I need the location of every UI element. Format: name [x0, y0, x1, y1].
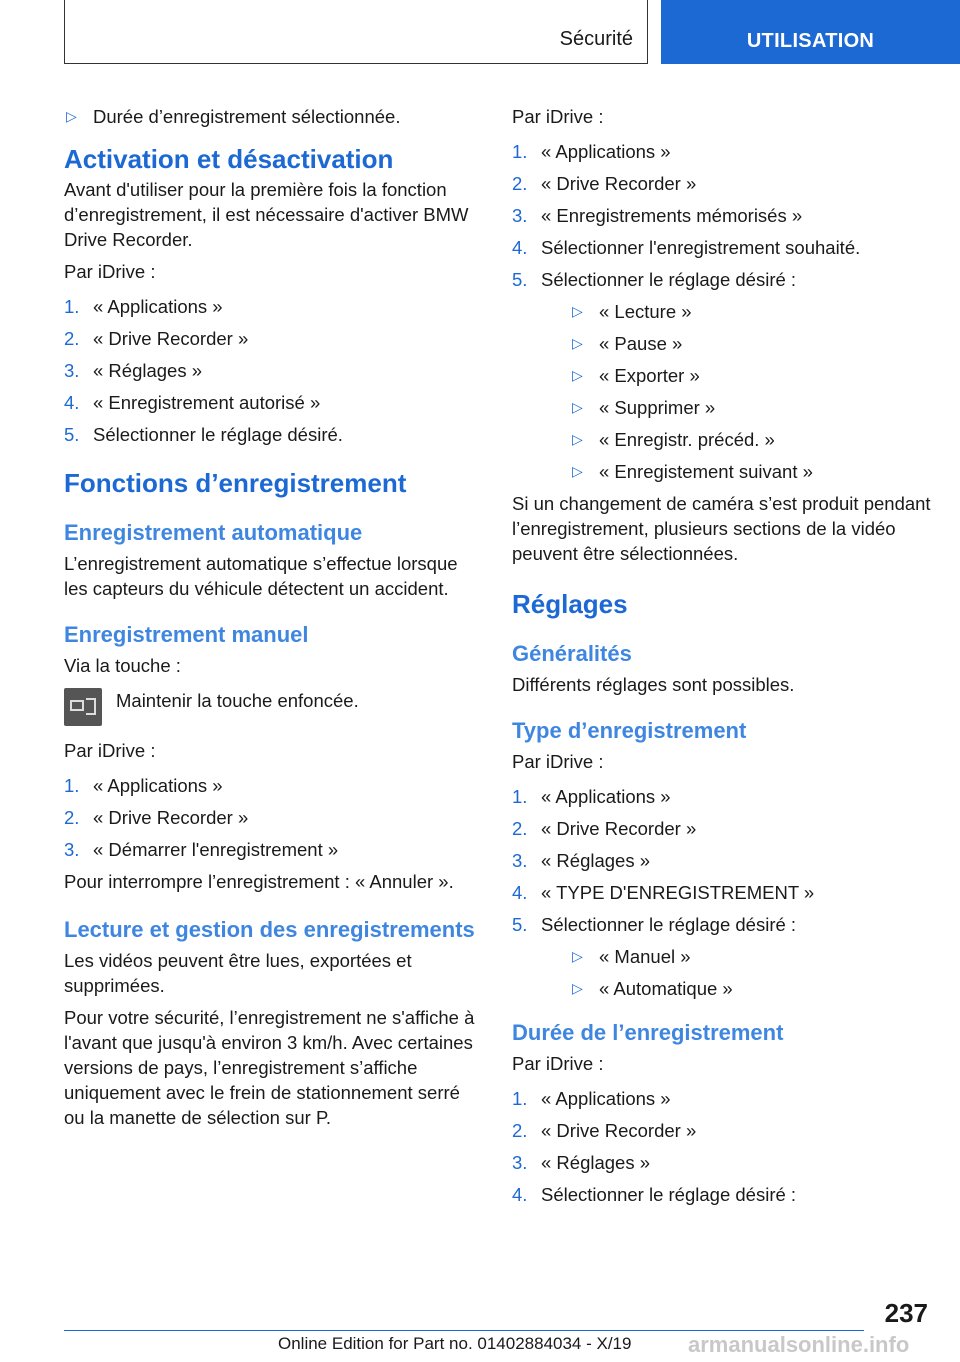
list-item: ▷ « Lecture »: [572, 301, 692, 322]
list-item: ▷ « Pause »: [572, 333, 683, 354]
heading-fonctions: Fonctions d’enregistrement: [64, 468, 407, 498]
list-item: 2. « Drive Recorder »: [512, 173, 697, 194]
list-item: 5. Sélectionner le réglage désiré : ▷ « Manuel » ▷ « Automatique »: [512, 912, 932, 1001]
steps-manuel: [64, 773, 484, 862]
heading-auto: Enregistrement automatique: [64, 520, 363, 545]
steps-type: [512, 784, 932, 1001]
triangle-bullet-icon: ▷: [572, 463, 583, 479]
via-idrive-label: Par iDrive :: [512, 1053, 604, 1074]
list-item: 4. « TYPE D'ENREGISTREMENT »: [512, 882, 815, 903]
triangle-bullet-icon: ▷: [572, 335, 583, 351]
top-bullet-list: [64, 104, 484, 129]
triangle-bullet-icon: ▷: [572, 948, 583, 964]
section-header-box: [64, 0, 648, 64]
left-column: [64, 100, 484, 1130]
list-item: 2. « Drive Recorder »: [64, 328, 249, 349]
list-item: ▷ « Exporter »: [572, 365, 700, 386]
heading-manuel: Enregistrement manuel: [64, 622, 309, 647]
triangle-bullet-icon: ▷: [572, 431, 583, 447]
drive-recorder-button-icon: [64, 688, 102, 726]
list-item: 1. « Applications »: [512, 786, 671, 807]
triangle-bullet-icon: ▷: [572, 980, 583, 996]
activation-text: Avant d'utiliser pour la première fois la fonction d’enregistrement, il est nécessaire d'activer BMW Drive Recorder.: [64, 179, 469, 250]
list-item: 3. « Réglages »: [512, 850, 651, 871]
triangle-bullet-icon: ▷: [572, 399, 583, 415]
list-item: 5. Sélectionner le réglage désiré : ▷ « Lecture » ▷ « Pause » ▷ « Exporter » ▷ « Supprimer » ▷ « Enregistr. précéd. » ▷ « Enregistement suivant »: [512, 267, 932, 484]
list-item: 1. « Applications »: [512, 141, 671, 162]
steps-lecture: [512, 139, 932, 484]
heading-activation: Activation et désactivation: [64, 144, 394, 174]
interrupt-text: Pour interrompre l’enregistrement : « Annuler ».: [64, 871, 454, 892]
via-idrive-label: Par iDrive :: [64, 740, 156, 761]
list-item: 2. « Drive Recorder »: [512, 1120, 697, 1141]
safety-text: Pour votre sécurité, l’enregistrement ne s'affiche à l'avant que jusqu'à environ 3 km/h. Avec certaines versions de pays, l’enregistrement s’affiche uniquement avec le frein de stationnement serré ou la manette de sélection sur P.: [64, 1007, 475, 1128]
list-item: 4. Sélectionner l'enregistrement souhaité.: [512, 237, 861, 258]
page-header: [0, 0, 960, 66]
list-item: 4. « Enregistrement autorisé »: [64, 392, 321, 413]
generalites-text: Différents réglages sont possibles.: [512, 674, 795, 695]
heading-type: Type d’enregistrement: [512, 718, 747, 743]
triangle-bullet-icon: ▷: [572, 303, 583, 319]
options-type: [570, 944, 932, 1001]
section-title: Sécurité: [559, 28, 633, 50]
heading-lecture: Lecture et gestion des enregistrements: [64, 917, 475, 942]
list-item: 1. « Applications »: [64, 775, 223, 796]
key-text: Maintenir la touche enfoncée.: [116, 690, 359, 711]
via-idrive-label: Par iDrive :: [512, 751, 604, 772]
list-item: 1. « Applications »: [512, 1088, 671, 1109]
camera-text: Si un changement de caméra s’est produit pendant l’enregistrement, plusieurs sections de la vidéo peuvent être sélectionnées.: [512, 493, 931, 564]
list-item: ▷ « Enregistr. précéd. »: [572, 429, 775, 450]
heading-generalites: Généralités: [512, 641, 632, 666]
list-item: 3. « Démarrer l'enregistrement »: [64, 839, 339, 860]
list-item: ▷ Durée d’enregistrement sélectionnée.: [66, 106, 401, 127]
list-item: 2. « Drive Recorder »: [64, 807, 249, 828]
list-item: 2. « Drive Recorder »: [512, 818, 697, 839]
list-item: 3. « Réglages »: [64, 360, 203, 381]
list-item: ▷ « Manuel »: [572, 946, 691, 967]
via-idrive-label: Par iDrive :: [64, 261, 156, 282]
list-item: 3. « Enregistrements mémorisés »: [512, 205, 803, 226]
heading-duree: Durée de l’enregistrement: [512, 1020, 784, 1045]
heading-reglages: Réglages: [512, 589, 628, 619]
triangle-bullet-icon: ▷: [572, 367, 583, 383]
page-number: 237: [884, 1298, 928, 1328]
chapter-tab: UTILISATION: [661, 0, 960, 64]
list-item: 5. Sélectionner le réglage désiré.: [64, 424, 343, 445]
footer-divider: [64, 1330, 864, 1331]
footer-edition: Online Edition for Part no. 01402884034 - X/19: [278, 1334, 632, 1353]
triangle-bullet-icon: ▷: [66, 108, 77, 124]
list-item: 1. « Applications »: [64, 296, 223, 317]
via-idrive-label: Par iDrive :: [512, 106, 604, 127]
right-column: [512, 100, 932, 1214]
key-instruction: [64, 688, 484, 726]
list-item: 3. « Réglages »: [512, 1152, 651, 1173]
watermark: armanualsonline.info: [688, 1332, 910, 1357]
list-item: 4. Sélectionner le réglage désiré :: [512, 1184, 797, 1205]
list-item: ▷ « Supprimer »: [572, 397, 716, 418]
steps-activation: [64, 294, 484, 447]
lecture-text: Les vidéos peuvent être lues, exportées et supprimées.: [64, 950, 412, 996]
via-touche-label: Via la touche :: [64, 655, 181, 676]
options-lecture: [570, 299, 932, 484]
list-item: ▷ « Enregistement suivant »: [572, 461, 813, 482]
auto-text: L’enregistrement automatique s’effectue lorsque les capteurs du véhicule détectent un accident.: [64, 553, 458, 599]
steps-duree: [512, 1086, 932, 1207]
list-item: ▷ « Automatique »: [572, 978, 733, 999]
